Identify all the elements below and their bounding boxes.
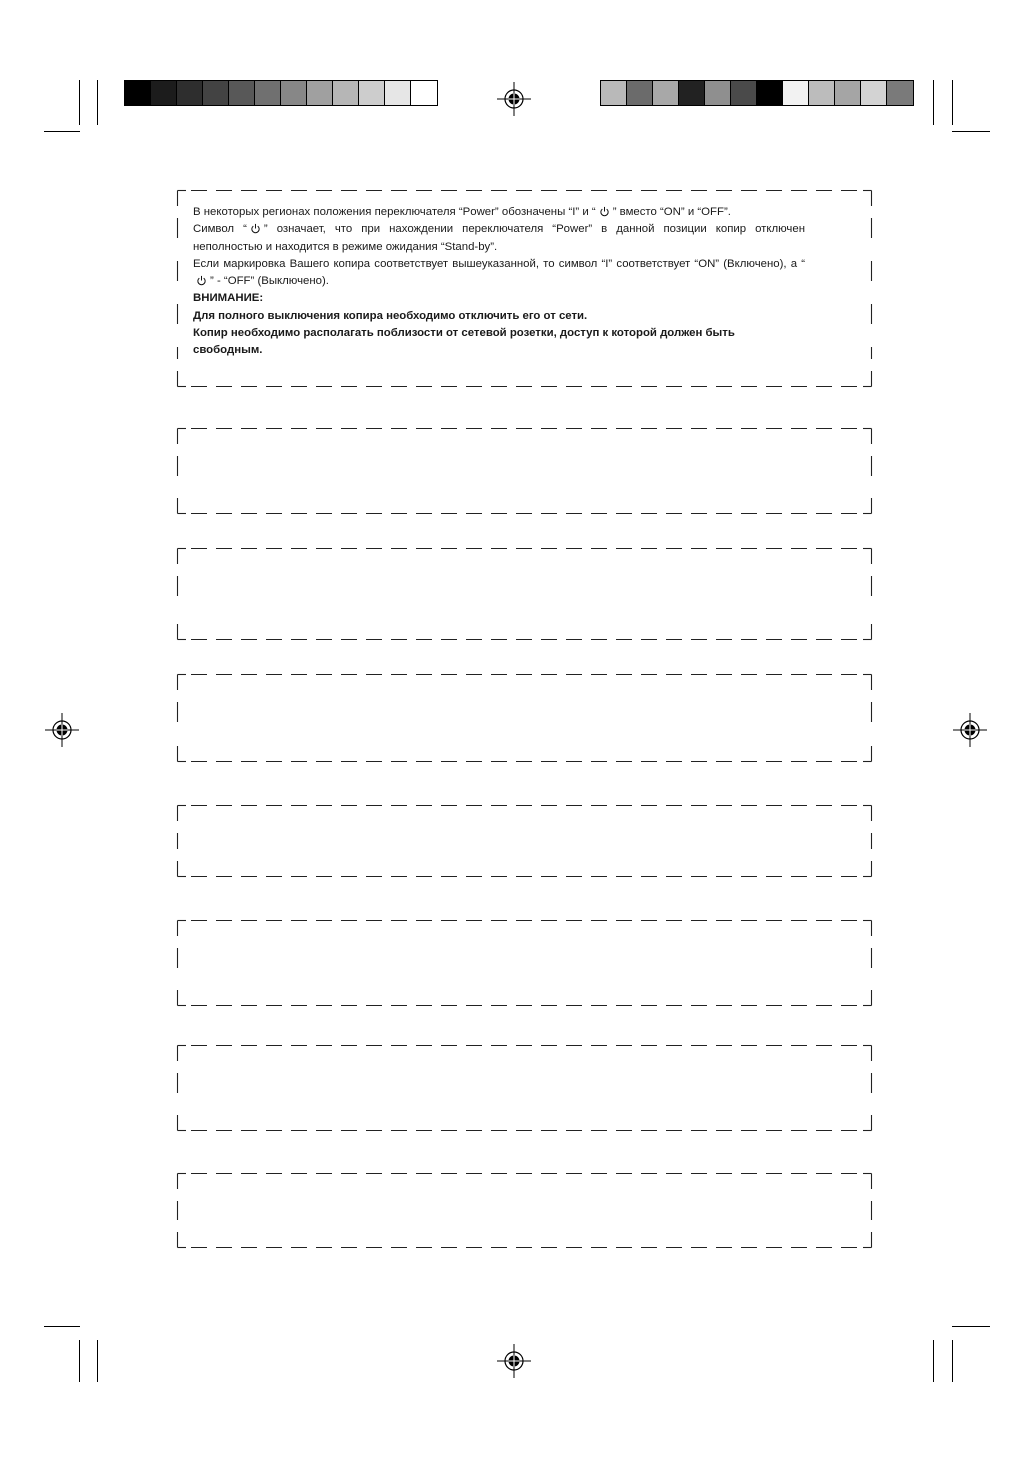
crop-mark bbox=[933, 1340, 934, 1382]
crop-mark bbox=[933, 80, 934, 125]
color-swatch bbox=[333, 81, 359, 105]
notice-text-fragment: ” - “OFF” (Выключено). bbox=[210, 275, 329, 288]
standby-power-icon bbox=[599, 206, 610, 217]
power-switch-notice-box bbox=[177, 190, 872, 387]
color-swatch bbox=[411, 81, 437, 105]
color-swatch bbox=[783, 81, 809, 105]
crop-mark bbox=[952, 1326, 990, 1327]
empty-dashed-box bbox=[177, 920, 872, 1006]
color-bar-right bbox=[600, 80, 914, 106]
color-swatch bbox=[203, 81, 229, 105]
registration-mark-icon bbox=[497, 82, 531, 116]
color-swatch bbox=[281, 81, 307, 105]
crop-mark bbox=[44, 131, 80, 132]
empty-dashed-box bbox=[177, 428, 872, 514]
standby-power-icon bbox=[250, 223, 261, 234]
dashed-frame bbox=[177, 920, 872, 1006]
crop-mark bbox=[79, 80, 80, 125]
color-swatch bbox=[705, 81, 731, 105]
notice-text-fragment: ” вместо “ON” и “OFF”. bbox=[612, 206, 731, 218]
color-swatch bbox=[229, 81, 255, 105]
crop-mark bbox=[97, 1340, 98, 1382]
color-swatch bbox=[757, 81, 783, 105]
empty-dashed-box bbox=[177, 805, 872, 877]
color-swatch bbox=[359, 81, 385, 105]
color-swatch bbox=[835, 81, 861, 105]
empty-dashed-box bbox=[177, 1173, 872, 1248]
notice-text-fragment: Если маркировка Вашего копира соответствует вышеуказанной, то символ “I” соответствует “ON” (Включено), а “ bbox=[193, 257, 805, 270]
notice-paragraph-3 bbox=[193, 256, 805, 291]
warning-title: ВНИМАНИЕ: bbox=[193, 292, 264, 305]
color-swatch bbox=[151, 81, 177, 105]
color-swatch bbox=[125, 81, 151, 105]
color-swatch bbox=[307, 81, 333, 105]
dashed-frame bbox=[177, 428, 872, 514]
color-swatch bbox=[887, 81, 913, 105]
empty-dashed-box bbox=[177, 674, 872, 762]
color-swatch bbox=[255, 81, 281, 105]
registration-mark-icon bbox=[497, 1344, 531, 1378]
crop-mark bbox=[952, 80, 953, 125]
color-swatch bbox=[731, 81, 757, 105]
color-swatch bbox=[177, 81, 203, 105]
warning-line-1: Для полного выключения копира необходимо отключить его от сети. bbox=[193, 309, 588, 322]
crop-mark bbox=[44, 1326, 80, 1327]
standby-power-icon bbox=[196, 275, 207, 286]
color-swatch bbox=[861, 81, 887, 105]
crop-mark bbox=[952, 1340, 953, 1382]
dashed-frame bbox=[177, 674, 872, 762]
dashed-frame bbox=[177, 805, 872, 877]
notice-paragraph-1 bbox=[193, 204, 805, 221]
registration-mark-icon bbox=[953, 713, 987, 747]
notice-text bbox=[193, 204, 805, 360]
notice-text-fragment: ” означает, что при нахождении переключателя “Power” в данной позиции копир отключен неполностью и находится в режиме ожидания “Stand-by”. bbox=[193, 223, 805, 253]
color-swatch bbox=[809, 81, 835, 105]
warning-line-2: Копир необходимо располагать поблизости от сетевой розетки, доступ к которой должен быть свободным. bbox=[193, 327, 735, 357]
color-swatch bbox=[627, 81, 653, 105]
dashed-frame bbox=[177, 548, 872, 640]
color-swatch bbox=[653, 81, 679, 105]
crop-mark bbox=[97, 80, 98, 125]
notice-paragraph-2 bbox=[193, 221, 805, 256]
notice-text-fragment: Символ “ bbox=[193, 223, 247, 236]
crop-mark bbox=[952, 131, 990, 132]
color-swatch bbox=[679, 81, 705, 105]
color-bar-left bbox=[124, 80, 438, 106]
dashed-frame bbox=[177, 1173, 872, 1248]
registration-mark-icon bbox=[45, 713, 79, 747]
notice-text-fragment: В некоторых регионах положения переключателя “Power” обозначены “I” и “ bbox=[193, 206, 596, 218]
crop-mark bbox=[79, 1340, 80, 1382]
empty-dashed-box bbox=[177, 1045, 872, 1131]
color-swatch bbox=[385, 81, 411, 105]
color-swatch bbox=[601, 81, 627, 105]
dashed-frame bbox=[177, 1045, 872, 1131]
empty-dashed-box bbox=[177, 548, 872, 640]
